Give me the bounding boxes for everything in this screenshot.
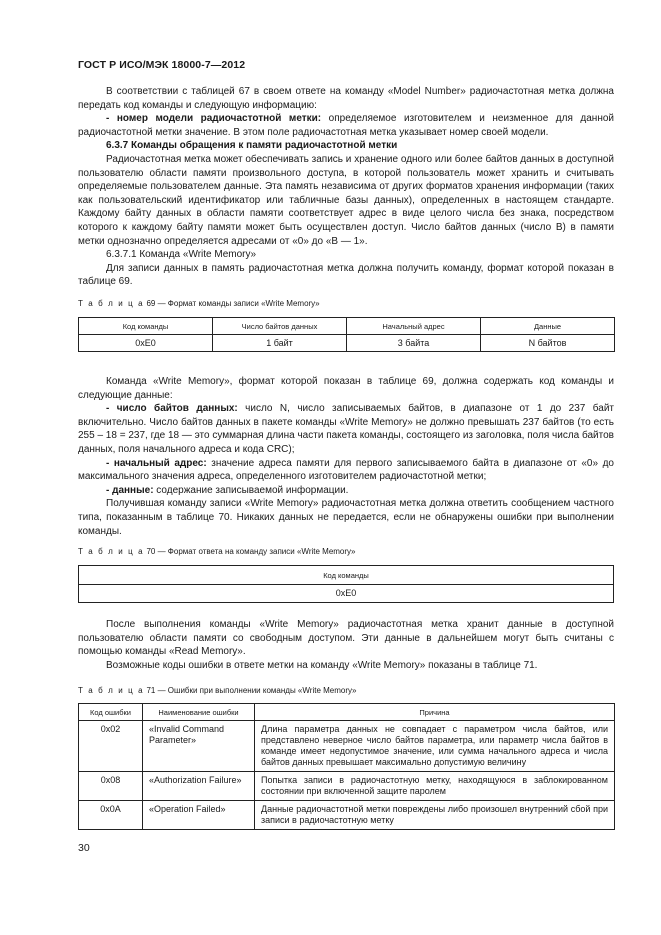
definition-data: содержание записываемой информации.	[153, 484, 349, 496]
page-number: 30	[78, 842, 90, 854]
error-code-cell: 0x02	[79, 721, 143, 772]
definition-model-number: определяемое изготовителем и неизменное для данной радиочастотной метки значение. В этом поле радиочастотная метка указывает номер своей модели.	[78, 113, 614, 138]
table-70-caption-text: 70 — Формат ответа на команду записи «Write Memory»	[144, 547, 356, 556]
paragraph-write-memory-content: Команда «Write Memory», формат которой показан в таблице 69, должна содержать код команды и следующие данные:	[78, 376, 614, 401]
table-71-caption-prefix: Т а б л и ц а	[78, 686, 145, 695]
table-cell: 1 байт	[213, 335, 347, 352]
term-data: - данные:	[106, 484, 154, 496]
text-block-lower	[78, 618, 614, 672]
paragraph-after-write: После выполнения команды «Write Memory» радиочастотная метка хранит данные в доступной пользователю области памяти со свободным доступом. Эти данные в дальнейшем могут быть считаны с помощью команды «Read Memory».	[78, 619, 614, 658]
table-71-caption-text: 71 — Ошибки при выполнении команды «Write Memory»	[144, 686, 357, 695]
table-header-row	[79, 318, 615, 335]
paragraph-model-number-intro: В соответствии с таблицей 67 в своем ответе на команду «Model Number» радиочастотная метка должна передать код команды и следующую информацию:	[78, 86, 614, 111]
error-name-cell: «Operation Failed»	[143, 801, 255, 830]
table-69-caption	[78, 299, 320, 308]
table-header-cell: Данные	[481, 318, 615, 335]
table-row	[79, 721, 615, 772]
term-byte-count: - число байтов данных:	[106, 403, 238, 415]
term-model-number: - номер модели радиочастотной метки:	[106, 113, 322, 125]
table-header-cell: Причина	[255, 704, 615, 721]
table-69-caption-text: 69 — Формат команды записи «Write Memory»	[144, 299, 320, 308]
list-item-byte-count	[78, 402, 614, 456]
text-block-top	[78, 85, 614, 289]
table-70	[78, 565, 614, 603]
table-71	[78, 703, 615, 830]
table-header-cell: Код ошибки	[79, 704, 143, 721]
table-header-cell: Код команды	[79, 318, 213, 335]
subsection-heading: 6.3.7.1 Команда «Write Memory»	[106, 249, 257, 261]
section-heading: 6.3.7 Команды обращения к памяти радиочастотной метки	[106, 140, 398, 152]
table-cell: N байтов	[481, 335, 615, 352]
table-header-row	[79, 704, 615, 721]
table-header-row	[79, 566, 614, 585]
table-cell: 0xE0	[79, 335, 213, 352]
table-row	[79, 801, 615, 830]
paragraph-write-memory-intro: Для записи данных в память радиочастотная метка должна получить команду, формат которой показан в таблице 69.	[78, 262, 614, 288]
table-70-caption	[78, 547, 356, 556]
list-item-start-address	[78, 457, 614, 484]
paragraph-memory-description: Радиочастотная метка может обеспечивать запись и хранение одного или более байтов данных в доступной пользователю области памяти произвольного доступа, в которой пользователь может хранить и считывать определяемые пользователем данные. Эта память независима от других форматов хранения информации (таких как пользовательский идентификатор или табличные базы данных), определенных в настоящем стандарте. Каждому байту данных в области памяти соответствует адрес в виде целого числа без знака, посредством которого к каждому байту памяти может быть осуществлен доступ. Число байтов данных (число B) в памяти метки однозначно определяется адресами от «0» до «B — 1».	[78, 153, 614, 247]
table-cell: 3 байта	[347, 335, 481, 352]
definition-start-address: значение адреса памяти для первого записываемого байта в диапазоне от «0» до максимального значения адреса, определенного изготовителем радиочастотной метки;	[78, 457, 614, 483]
paragraph-error-codes-intro: Возможные коды ошибки в ответе метки на команду «Write Memory» показаны в таблице 71.	[106, 659, 538, 671]
list-item-data	[78, 484, 614, 498]
error-reason-cell: Данные радиочастотной метки повреждены либо произошел внутренний сбой при записи в радиочастотную метку	[255, 801, 615, 830]
table-row	[79, 585, 614, 603]
list-item-model-number	[78, 112, 614, 139]
error-reason-cell: Попытка записи в радиочастотную метку, находящуюся в заблокированном состоянии при включенной защите паролем	[255, 772, 615, 801]
error-code-cell: 0x0A	[79, 801, 143, 830]
table-70-caption-prefix: Т а б л и ц а	[78, 547, 145, 556]
table-71-caption	[78, 686, 356, 695]
table-69	[78, 317, 615, 352]
table-header-cell: Код команды	[79, 566, 614, 585]
page-header: ГОСТ Р ИСО/МЭК 18000-7—2012	[78, 59, 246, 71]
term-start-address: - начальный адрес:	[106, 457, 207, 469]
table-header-cell: Начальный адрес	[347, 318, 481, 335]
table-row	[79, 335, 615, 352]
table-cell: 0xE0	[79, 585, 614, 603]
table-row	[79, 772, 615, 801]
error-name-cell: «Authorization Failure»	[143, 772, 255, 801]
text-block-middle	[78, 375, 614, 538]
table-header-cell: Наименование ошибки	[143, 704, 255, 721]
definition-byte-count: число N, число записываемых байтов, в диапазоне от 1 до 237 байт включительно. Число байтов данных в пакете команды «Write Memory» не должно превышать 237 байтов (то есть 255 – 18 = 237, где 18 — это суммарная длина части пакета команды, состоящего из заголовка, поля числа байтов данных, поля начального адреса и кода CRC);	[78, 403, 614, 455]
paragraph-write-memory-response: Получившая команду записи «Write Memory» радиочастотная метка должна ответить сообщением частного типа, показанным в таблице 70. Никаких данных не передается, если не обнаружены ошибки при выполнении команды.	[78, 498, 614, 537]
error-reason-cell: Длина параметра данных не совпадает с параметром числа байтов, или представлено неверное число байтов параметра, или параметр числа байтов в команде имеет недопустимое значение, или сумма начального адреса и числа байтов данных превышает максимально допустимую величину	[255, 721, 615, 772]
table-header-cell: Число байтов данных	[213, 318, 347, 335]
table-69-caption-prefix: Т а б л и ц а	[78, 299, 145, 308]
error-code-cell: 0x08	[79, 772, 143, 801]
error-name-cell: «Invalid Command Parameter»	[143, 721, 255, 772]
